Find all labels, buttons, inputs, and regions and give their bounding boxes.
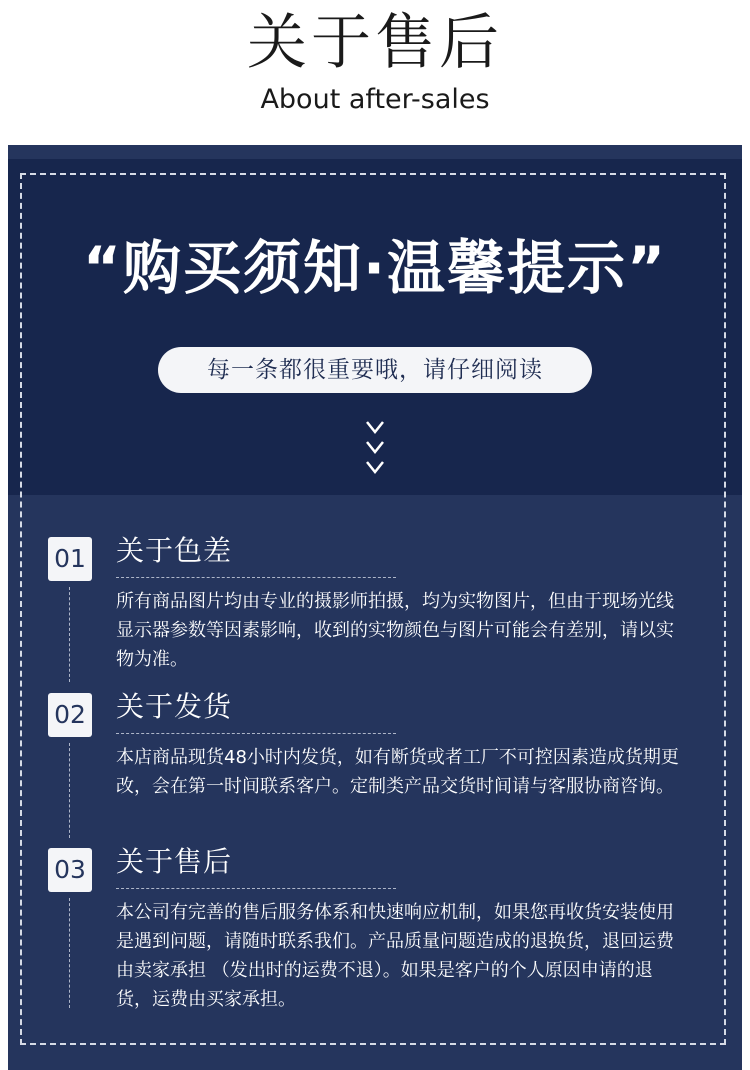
page-header — [0, 0, 750, 145]
section-body: 本公司有完善的售后服务体系和快速响应机制，如果您再收货安装使用是遇到问题，请随时联系我们。产品质量问题造成的退换货，退回运费由卖家承担 （发出时的运费不退）。如果是客户的个人原因申请的退货，运费由买家承担。 — [116, 902, 674, 1010]
section-title: 关于色差 — [116, 534, 233, 567]
section-body: 本店商品现货48小时内发货，如有断货或者工厂不可控因素造成货期更改，会在第一时间联系客户。定制类产品交货时间请与客服协商咨询。 — [116, 747, 679, 797]
page-title: 关于售后 — [247, 8, 503, 78]
section-number: 02 — [48, 693, 92, 737]
section-title: 关于售后 — [116, 845, 233, 878]
section-body: 所有商品图片均由专业的摄影师拍摄，均为实物图片，但由于现场光线显示器参数等因素影响，收到的实物颜色与图片可能会有差别，请以实物为准。 — [116, 591, 674, 670]
notice-panel — [8, 145, 742, 1070]
section-connector-line — [69, 898, 70, 1008]
section-divider — [116, 888, 396, 889]
notice-title: “购买须知·温馨提示” — [82, 234, 668, 302]
section-connector-line — [69, 587, 70, 682]
section-number: 01 — [48, 537, 92, 581]
section-number: 03 — [48, 848, 92, 892]
section-divider — [116, 577, 396, 578]
page-subtitle: About after-sales — [260, 84, 490, 115]
section-divider — [116, 733, 396, 734]
read-carefully-pill: 每一条都很重要哦，请仔细阅读 — [158, 347, 592, 393]
section-connector-line — [69, 743, 70, 838]
triple-chevron-down-icon — [363, 418, 387, 480]
section-title: 关于发货 — [116, 690, 233, 723]
